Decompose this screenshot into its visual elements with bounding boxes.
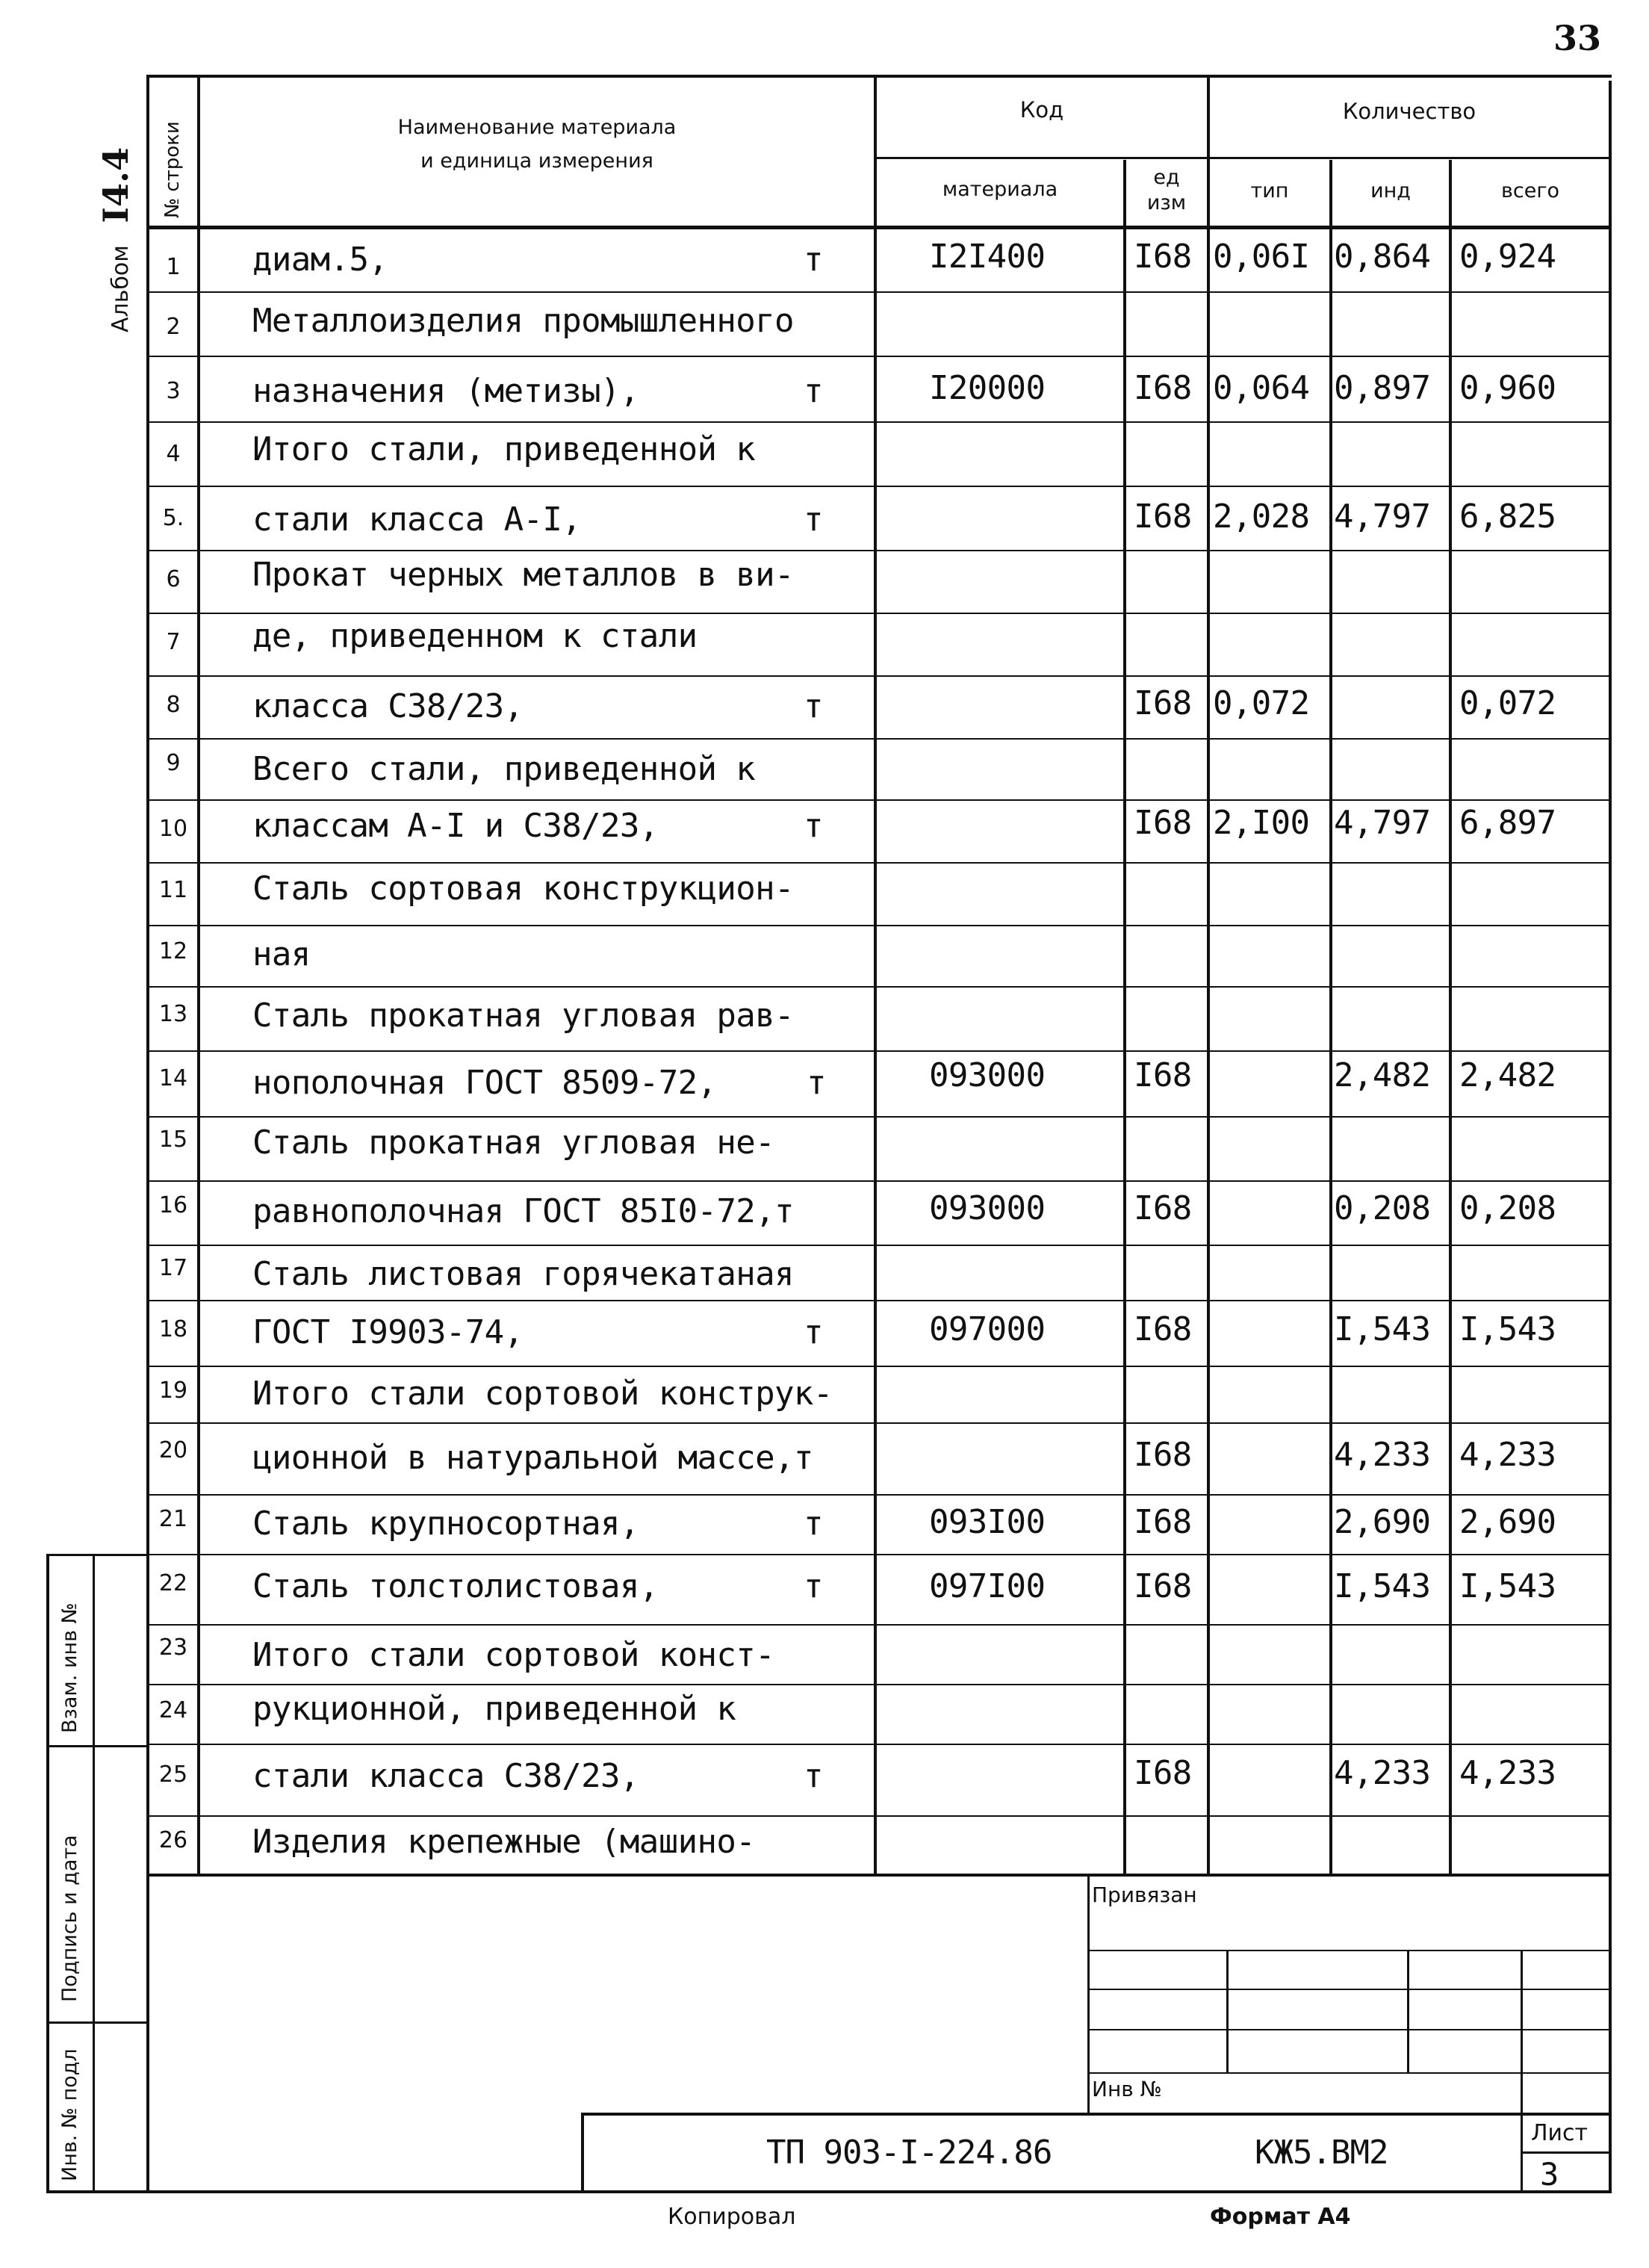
material-name: Итого стали, приведенной к [252, 430, 756, 468]
material-name: Сталь прокатная угловая не- [252, 1124, 775, 1162]
unit-code: I68 [1134, 804, 1192, 842]
qty-tip: 2,I00 [1213, 804, 1310, 842]
material-name: ГОСТ I9903-74, [252, 1313, 524, 1351]
material-name: нополочная ГОСТ 8509-72, [252, 1064, 717, 1102]
material-name: рукционной, приведенной к [252, 1690, 736, 1728]
row-number: 16 [158, 1192, 188, 1218]
row-number: 20 [158, 1437, 188, 1463]
sheet-number: 3 [1540, 2156, 1559, 2193]
material-name: диам.5, [252, 241, 388, 279]
qty-ind: 4,797 [1334, 804, 1431, 842]
material-name: Сталь толстолистовая, [252, 1567, 659, 1605]
material-header: материала [942, 178, 1058, 201]
qty-total: I,543 [1459, 1310, 1556, 1348]
qty-total: 4,233 [1459, 1436, 1556, 1474]
row-number: 4 [166, 441, 181, 467]
qty-tip: 0,064 [1213, 369, 1310, 407]
row-number: 14 [158, 1065, 188, 1091]
sheet-label: Лист [1531, 2120, 1589, 2146]
row-number: 22 [158, 1570, 188, 1596]
ind-header: инд [1370, 179, 1411, 202]
row-number: 25 [158, 1762, 188, 1788]
unit-header-line1: ед [1153, 166, 1180, 189]
row-number: 2 [166, 314, 181, 340]
row-number: 21 [158, 1506, 188, 1532]
qty-ind: 0,208 [1334, 1189, 1431, 1227]
material-name: Изделия крепежные (машино- [252, 1823, 756, 1861]
material-name: Итого стали сортовой конст- [252, 1636, 775, 1674]
unit-t: т [804, 687, 823, 725]
unit-code: I68 [1134, 238, 1192, 276]
qty-total: 0,208 [1459, 1189, 1556, 1227]
unit-code: I68 [1134, 1056, 1192, 1094]
document-mark: КЖ5.ВМ2 [1255, 2134, 1388, 2172]
material-name: Сталь крупносортная, [252, 1505, 639, 1543]
qty-total: 2,690 [1459, 1503, 1556, 1541]
signature-date-label: Подпись и дата [58, 1835, 81, 2002]
format-label: Формат А4 [1210, 2204, 1351, 2230]
row-number-header: № строки [161, 121, 184, 218]
row-number: 13 [158, 1001, 188, 1027]
material-code: 093000 [929, 1056, 1046, 1094]
material-name: стали класса С38/23, [252, 1757, 639, 1795]
row-number: 23 [158, 1635, 188, 1661]
row-number: 24 [158, 1697, 188, 1723]
material-name: де, приведенном к стали [252, 617, 698, 655]
unit-t: т [804, 807, 823, 845]
material-name: Прокат черных металлов в ви- [252, 556, 794, 594]
unit-t: т [804, 1567, 823, 1605]
row-number: 10 [158, 816, 188, 842]
unit-code: I68 [1134, 369, 1192, 407]
row-number: 15 [158, 1127, 188, 1153]
unit-header-line2: изм [1146, 191, 1187, 214]
row-number: 12 [158, 938, 188, 964]
material-name: классам А-I и С38/23, [252, 807, 659, 845]
qty-total: 0,072 [1459, 684, 1556, 722]
code-header: Код [1019, 97, 1064, 123]
material-name: Металлоизделия промышленного [252, 302, 794, 340]
qty-ind: 4,233 [1334, 1436, 1431, 1474]
material-code: I2I400 [929, 238, 1046, 276]
qty-ind: I,543 [1334, 1567, 1431, 1605]
qty-total: 0,924 [1459, 238, 1556, 276]
total-header: всего [1500, 179, 1560, 202]
unit-t: т [804, 241, 823, 279]
row-number: 1 [166, 254, 181, 280]
material-name: ционной в натуральной массе,т [252, 1439, 813, 1477]
unit-t: т [804, 372, 823, 410]
material-name: Итого стали сортовой конструк- [252, 1375, 833, 1413]
material-code: 093I00 [929, 1503, 1046, 1541]
qty-total: 6,825 [1459, 498, 1556, 536]
album-number: I4.4 [96, 147, 136, 223]
inv-no-label: Инв № [1092, 2077, 1162, 2101]
unit-code: I68 [1134, 684, 1192, 722]
qty-ind: 0,864 [1334, 238, 1431, 276]
qty-tip: 0,072 [1213, 684, 1310, 722]
row-number: 11 [158, 877, 188, 903]
unit-code: I68 [1134, 1310, 1192, 1348]
qty-ind: 2,482 [1334, 1056, 1431, 1094]
unit-code: I68 [1134, 1189, 1192, 1227]
material-name: класса С38/23, [252, 687, 524, 725]
material-name: Сталь сортовая конструкцион- [252, 870, 794, 908]
material-code: 093000 [929, 1189, 1046, 1227]
qty-ind: 2,690 [1334, 1503, 1431, 1541]
row-number: 17 [158, 1255, 188, 1281]
row-number: 8 [166, 692, 181, 718]
unit-t: т [804, 1313, 823, 1351]
name-header-line2: и единица измерения [420, 149, 653, 173]
qty-total: I,543 [1459, 1567, 1556, 1605]
qty-ind: 4,233 [1334, 1754, 1431, 1792]
qty-tip: 2,028 [1213, 498, 1310, 536]
material-name: назначения (метизы), [252, 372, 639, 410]
row-number: 18 [158, 1316, 188, 1342]
copied-by-label: Копировал [668, 2204, 796, 2230]
name-header-line1: Наименование материала [397, 116, 677, 139]
qty-ind: 0,897 [1334, 369, 1431, 407]
material-name: Сталь прокатная угловая рав- [252, 997, 794, 1035]
unit-t: т [804, 1505, 823, 1543]
qty-tip: 0,06I [1213, 238, 1310, 276]
row-number: 6 [166, 566, 181, 592]
album-label [96, 147, 136, 332]
qty-total: 0,960 [1459, 369, 1556, 407]
qty-ind: I,543 [1334, 1310, 1431, 1348]
tip-header: тип [1250, 179, 1289, 202]
page-number: 33 [1553, 18, 1602, 58]
unit-code: I68 [1134, 1567, 1192, 1605]
privyazan-label: Привязан [1092, 1883, 1197, 1907]
material-name: стали класса А-I, [252, 501, 582, 539]
material-name: Всего стали, приведенной к [252, 750, 756, 788]
material-code: 097000 [929, 1310, 1046, 1348]
inv-podl-label: Инв. № подл [58, 2048, 81, 2181]
document-code: ТП 903-I-224.86 [766, 2134, 1052, 2172]
row-number: 9 [166, 750, 181, 776]
quantity-header: Количество [1342, 99, 1476, 124]
material-name: ная [252, 935, 311, 973]
row-number: 7 [166, 629, 181, 655]
row-number: 19 [158, 1378, 188, 1404]
material-name: Сталь листовая горячекатаная [252, 1255, 794, 1293]
qty-total: 4,233 [1459, 1754, 1556, 1792]
unit-code: I68 [1134, 498, 1192, 536]
unit-code: I68 [1134, 1503, 1192, 1541]
row-number: 5. [162, 505, 184, 531]
row-number: 26 [158, 1827, 188, 1853]
unit-t: т [804, 1757, 823, 1795]
vzam-inv-label: Взам. инв № [58, 1602, 81, 1733]
material-name: равнополочная ГОСТ 85I0-72,т [252, 1192, 794, 1230]
unit-code: I68 [1134, 1436, 1192, 1474]
material-code: I20000 [929, 369, 1046, 407]
material-code: 097I00 [929, 1567, 1046, 1605]
qty-total: 6,897 [1459, 804, 1556, 842]
row-number: 3 [166, 378, 181, 404]
unit-t: т [807, 1064, 826, 1102]
album-label-text: Альбом [108, 245, 134, 332]
qty-ind: 4,797 [1334, 498, 1431, 536]
qty-total: 2,482 [1459, 1056, 1556, 1094]
unit-t: т [804, 501, 823, 539]
unit-code: I68 [1134, 1754, 1192, 1792]
